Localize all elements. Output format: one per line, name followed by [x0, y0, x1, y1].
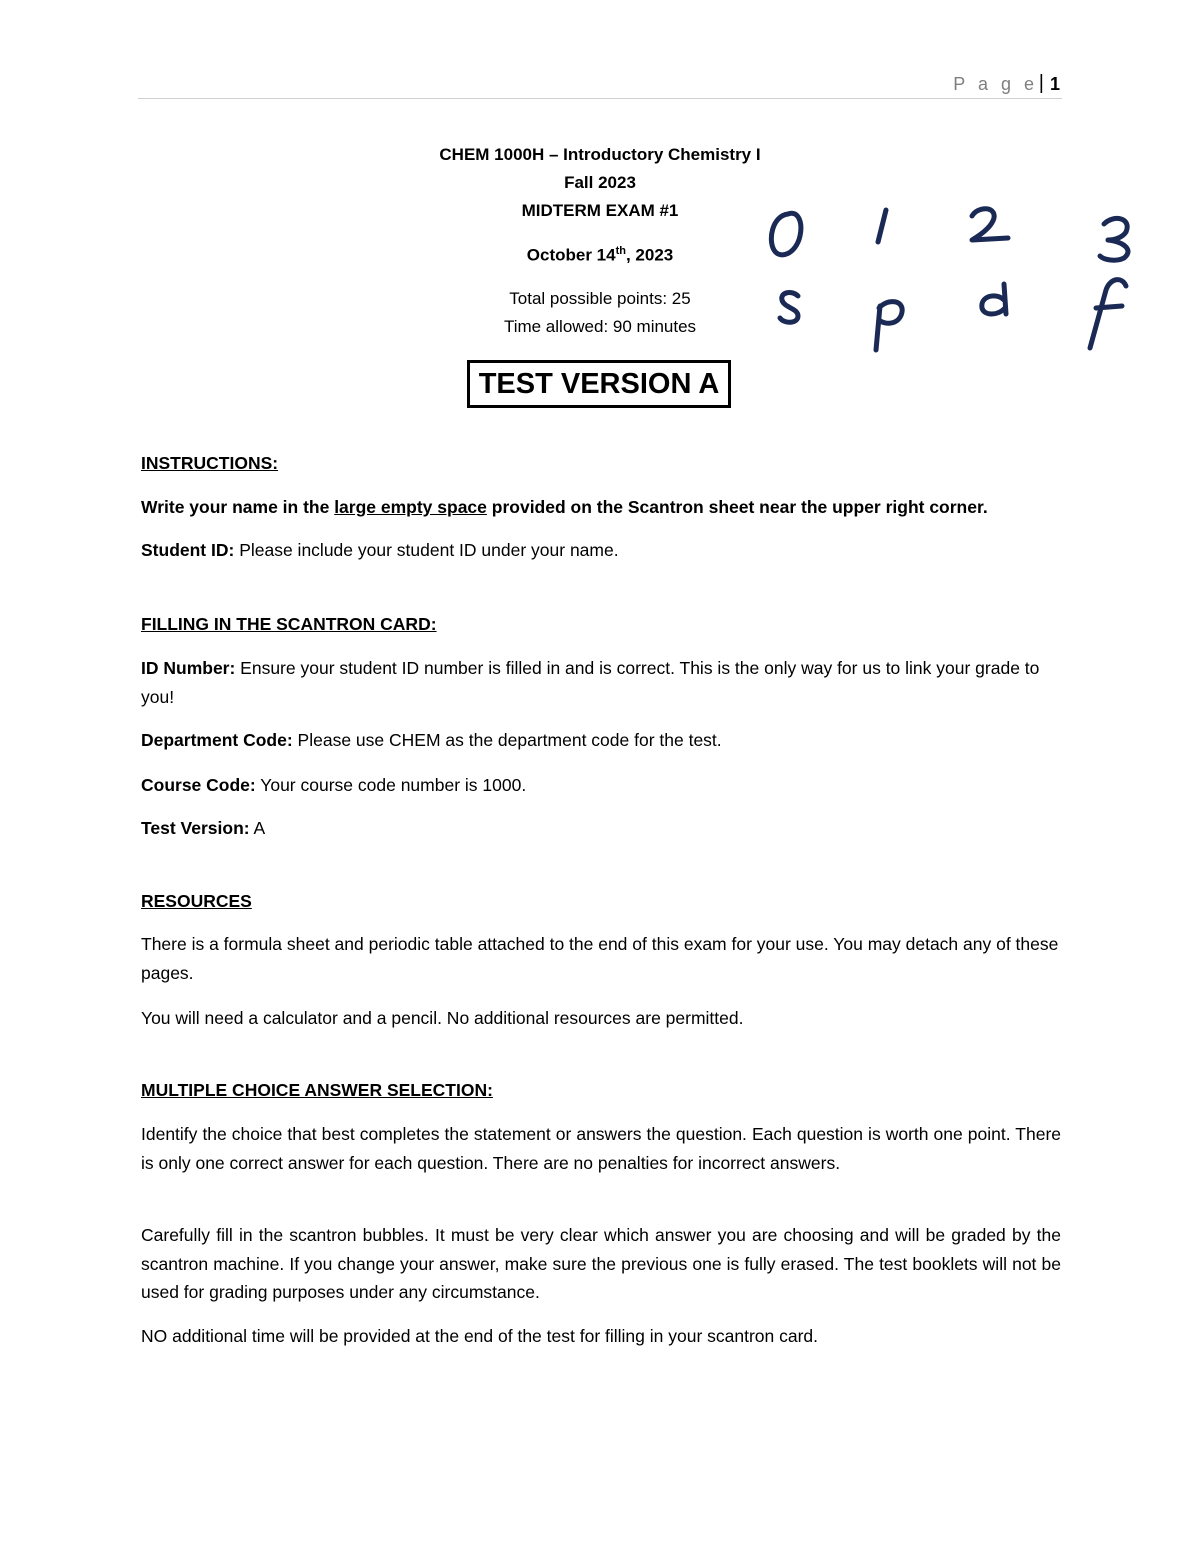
handwritten-letter-s [780, 293, 798, 323]
course-code-text: Your course code number is 1000. [255, 775, 527, 795]
time-allowed: Time allowed: 90 minutes [503, 317, 697, 336]
scantron-heading: FILLING IN THE SCANTRON CARD: [141, 614, 437, 634]
resources-paragraph-2: You will need a calculator and a pencil. No additional resources are permitted. [141, 1008, 744, 1028]
resources-heading: RESOURCES [141, 891, 252, 911]
multiple-choice-paragraph-1: Identify the choice that best completes the statement or answers the question. Each question is worth one point. There is only one correct answer for each question. There are no penalties for incorrect answers. [141, 1124, 1061, 1173]
page-number: 1 [1049, 74, 1060, 94]
handwritten-annotation [750, 190, 1150, 370]
test-version-text: A [249, 818, 266, 838]
student-id-text: Please include your student ID under your name. [234, 540, 619, 560]
handwriting-drawing [750, 190, 1150, 370]
handwritten-letter-p [876, 302, 902, 350]
page-separator: | [1038, 72, 1044, 94]
course-title: CHEM 1000H – Introductory Chemistry I [439, 145, 761, 164]
name-instruction-emphasis: large empty space [334, 497, 487, 517]
course-code-instruction [141, 771, 1061, 800]
term: Fall 2023 [564, 173, 636, 192]
test-version-label: Test Version: [141, 818, 250, 838]
id-number-text: Ensure your student ID number is filled in and is correct. This is the only way for us to link your grade to you! [141, 658, 1040, 707]
department-code-text: Please use CHEM as the department code for the test. [292, 730, 722, 750]
exam-name: MIDTERM EXAM #1 [521, 201, 679, 220]
multiple-choice-paragraph-2: Carefully fill in the scantron bubbles. It must be very clear which answer you are choosing and will be graded by the scantron machine. If you change your answer, make sure the previous one is fully erased. The test booklets will not be used for grading purposes under any circumstance. [141, 1225, 1061, 1302]
name-instruction-part1: Write your name in the [141, 497, 335, 517]
id-number-instruction [141, 654, 1061, 711]
exam-date-suffix: th [615, 245, 626, 257]
multiple-choice-paragraph-3: NO additional time will be provided at the end of the test for filling in your scantron card. [141, 1326, 819, 1346]
resources-paragraph-1: There is a formula sheet and periodic table attached to the end of this exam for your use. You may detach any of these pages. [141, 934, 1059, 983]
name-instruction-part2: provided on the Scantron sheet near the upper right corner. [486, 497, 988, 517]
page-label: P a g e [953, 74, 1038, 94]
test-version-instruction [141, 814, 1061, 843]
handwritten-letter-f [1090, 280, 1126, 348]
multiple-choice-heading: MULTIPLE CHOICE ANSWER SELECTION: [141, 1080, 493, 1100]
handwritten-digit-1 [878, 210, 886, 242]
test-version-box: TEST VERSION A [467, 360, 731, 408]
course-code-label: Course Code: [141, 775, 256, 795]
handwritten-letter-d [982, 284, 1006, 314]
page-header [138, 72, 1062, 99]
name-instruction [141, 493, 1061, 522]
department-code-instruction [141, 726, 1061, 755]
department-code-label: Department Code: [141, 730, 293, 750]
exam-date-year: , 2023 [625, 245, 674, 265]
id-number-label: ID Number: [141, 658, 236, 678]
handwritten-digit-2 [972, 209, 1008, 240]
exam-date-main: October 14 [526, 245, 616, 265]
instructions-heading: INSTRUCTIONS: [141, 453, 279, 473]
handwritten-digit-0 [771, 213, 801, 255]
total-points: Total possible points: 25 [509, 289, 691, 308]
handwritten-digit-3 [1100, 218, 1128, 260]
student-id-label: Student ID: [141, 540, 235, 560]
student-id-instruction [141, 536, 1061, 565]
